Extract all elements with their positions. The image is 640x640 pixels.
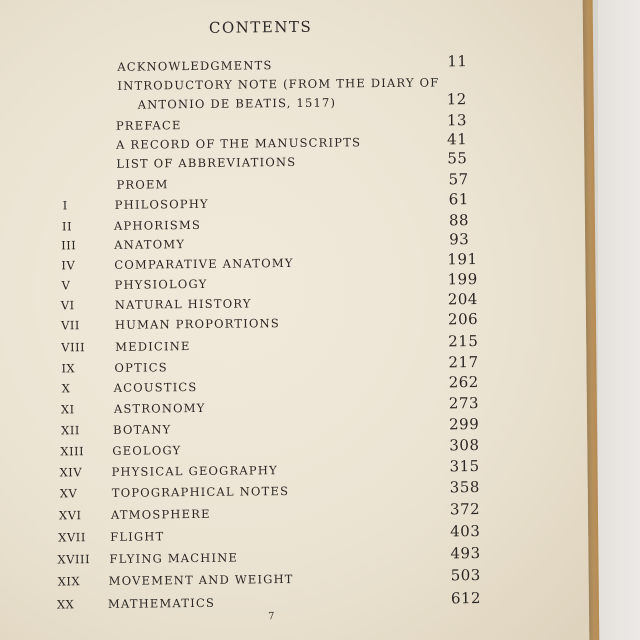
chapter-numeral: IX	[61, 361, 76, 376]
toc-title: ACKNOWLEDGMENTS	[117, 58, 273, 74]
chapter-numeral: IV	[61, 258, 76, 273]
toc-page-number: 13	[446, 111, 468, 130]
toc-page-number: 206	[447, 310, 479, 329]
toc-page-number: 503	[450, 566, 481, 585]
toc-title: GEOLOGY	[112, 443, 182, 458]
chapter-numeral: XVI	[58, 508, 82, 523]
toc-page-number: 41	[447, 130, 468, 149]
toc-title: ANTONIO DE BEATIS, 1517)	[137, 95, 337, 112]
toc-page-number: 93	[449, 230, 470, 249]
toc-title: PHYSIOLOGY	[114, 276, 208, 292]
chapter-numeral: VIII	[61, 340, 86, 355]
toc-page-number: 308	[449, 436, 480, 455]
toc-title: PHILOSOPHY	[114, 196, 209, 212]
chapter-numeral: XVII	[58, 530, 86, 545]
toc-page-number: 403	[450, 522, 481, 541]
chapter-numeral: XIV	[59, 465, 83, 480]
chapter-numeral: X	[61, 381, 71, 396]
toc-page-number: 612	[450, 589, 482, 608]
toc-title: ANATOMY	[114, 237, 186, 252]
toc-title: PHYSICAL GEOGRAPHY	[111, 463, 278, 479]
toc-title: PREFACE	[115, 118, 182, 133]
toc-title: PROEM	[116, 177, 169, 192]
chapter-numeral: XII	[61, 423, 80, 438]
toc-title: HUMAN PROPORTIONS	[114, 316, 281, 332]
chapter-numeral: III	[61, 238, 77, 253]
toc-page-number: 358	[449, 478, 480, 497]
toc-title: OPTICS	[114, 360, 168, 375]
chapter-numeral: XI	[60, 402, 75, 417]
toc-page-number: 299	[448, 415, 480, 434]
chapter-numeral: XVIII	[57, 552, 91, 567]
toc-page-number: 372	[449, 500, 481, 519]
chapter-numeral: XV	[59, 486, 78, 501]
chapter-numeral: V	[61, 278, 71, 293]
toc-title: A RECORD OF THE MANUSCRIPTS	[116, 135, 362, 152]
toc-title: TOPOGRAPHICAL NOTES	[111, 484, 290, 500]
toc-title: MOVEMENT AND WEIGHT	[108, 571, 294, 588]
toc-page-number: 12	[446, 90, 467, 109]
toc-page-number: 215	[448, 332, 479, 351]
chapter-numeral: XIII	[60, 444, 85, 459]
toc-title: ACOUSTICS	[113, 379, 198, 395]
chapter-numeral: VII	[60, 318, 80, 333]
contents-heading: CONTENTS	[208, 17, 313, 37]
toc-title: FLYING MACHINE	[109, 550, 239, 566]
toc-title: ATMOSPHERE	[110, 506, 211, 522]
toc-title: MEDICINE	[115, 339, 191, 354]
chapter-numeral: XIX	[57, 574, 81, 589]
chapter-numeral: I	[62, 198, 68, 213]
chapter-numeral: XX	[56, 597, 75, 612]
toc-page-number: 88	[448, 211, 470, 230]
toc-page-number: 273	[448, 394, 480, 413]
chapter-numeral: VI	[60, 298, 75, 313]
toc-title: APHORISMS	[113, 217, 202, 233]
toc-page-number: 57	[448, 170, 469, 189]
background-surface	[598, 0, 640, 640]
toc-title: NATURAL HISTORY	[114, 296, 252, 312]
toc-title: INTRODUCTORY NOTE (FROM THE DIARY OF	[117, 75, 440, 93]
toc-title: COMPARATIVE ANATOMY	[114, 255, 294, 272]
toc-title: BOTANY	[113, 422, 172, 437]
chapter-numeral: II	[61, 219, 73, 234]
toc-page-number: 199	[447, 270, 478, 289]
toc-page-number: 315	[449, 457, 480, 476]
page-folio-number: 7	[268, 611, 275, 623]
toc-page-number: 11	[447, 52, 468, 71]
toc-page-number: 204	[447, 290, 479, 309]
toc-page-number: 493	[450, 544, 481, 563]
toc-page-number: 61	[448, 190, 469, 209]
toc-title: FLIGHT	[110, 529, 165, 544]
toc-title: ASTRONOMY	[113, 400, 206, 416]
toc-page-number: 217	[448, 353, 479, 372]
toc-page-number: 262	[448, 373, 479, 392]
toc-page-number: 191	[447, 250, 478, 269]
toc-title: LIST OF ABBREVIATIONS	[116, 154, 297, 171]
toc-page-number: 55	[447, 149, 468, 168]
toc-title: MATHEMATICS	[107, 595, 216, 611]
